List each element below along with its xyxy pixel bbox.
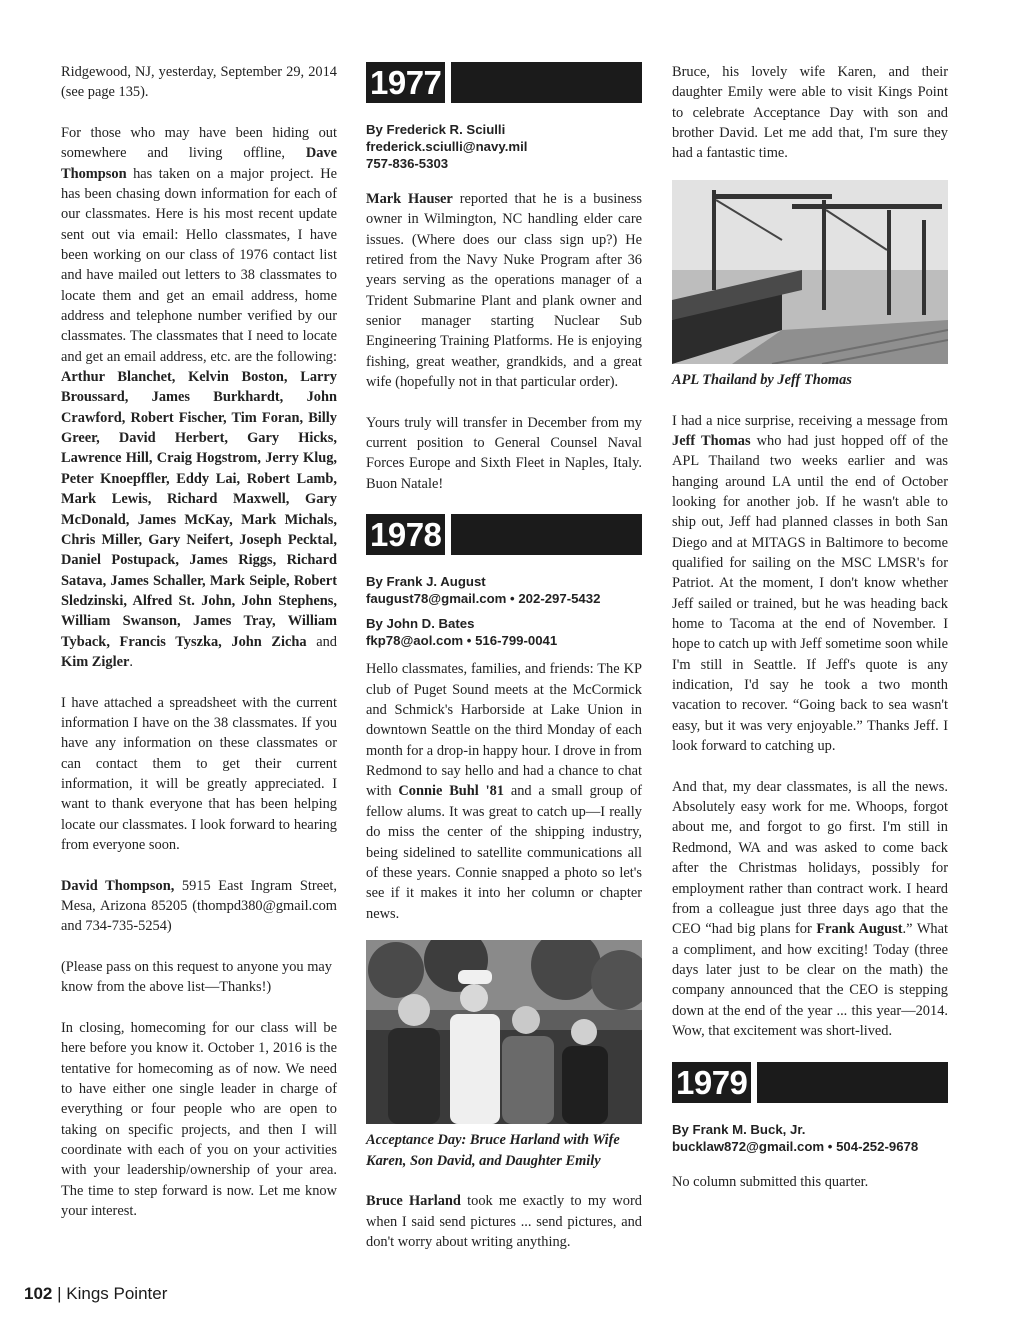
photo-apl-thailand bbox=[672, 180, 948, 364]
year-label: 1977 bbox=[366, 62, 445, 103]
class-year-header-1978 bbox=[366, 514, 642, 555]
text: .” What a compliment, and how exciting! Today (three days later just to be clear on the math) the company announced that the CEO is stepping down at the end of the year ... this year—2014. Wow, that excitement was short-lived. bbox=[672, 921, 948, 1039]
paragraph bbox=[672, 411, 948, 757]
name-david-thompson: David Thompson, bbox=[61, 877, 175, 894]
author-contact: fkp78@aol.com • 516-799-0041 bbox=[366, 633, 558, 649]
text: took me exactly to my word when I said send pictures ... send pictures, and don't worry about writing anything. bbox=[366, 1193, 642, 1250]
author-contact: bucklaw872@gmail.com • 504-252-9678 bbox=[672, 1138, 919, 1154]
paragraph: Bruce, his lovely wife Karen, and their daughter Emily were able to visit Kings Point to celebrate Acceptance Day with son and brother David. Let me add that, I'm sure they had a fantastic time. bbox=[672, 64, 948, 162]
paragraph: No column submitted this quarter. bbox=[672, 1173, 869, 1190]
paragraph: I have attached a spreadsheet with the current information I have on the 38 classmates. If you have any information on these classmates or can contact them to get their current information, it will be greatly appreciated. I want to thank everyone that has been helping locate our classmates. I look forward to hearing from everyone soon. bbox=[61, 694, 337, 853]
classmates-list: Arthur Blanchet, Kelvin Boston, Larry Broussard, James Burkhardt, John Crawford, Robert Fischer, Tim Foran, Billy Greer, David Herbert, Gary Hicks, Lawrence Hill, Craig Hogstrom, Jerry Klug, Peter Knoepffler, Eddy Lai, Robert Lamb, Mark Lewis, Richard Maxwell, Gary McDonald, James McKay, Mark Michals, Chris Miller, Gary Neifert, Joseph Pecktal, Daniel Postupack, James Riggs, Richard Satava, James Schaller, Mark Seiple, Robert Sledzinski, Alfred St. John, John Stephens, William Swanson, James Tray, William Tyback, Francis Tyszka, John Zicha bbox=[61, 369, 337, 650]
group-photo-image bbox=[366, 940, 642, 1124]
year-label: 1978 bbox=[366, 514, 445, 555]
text: 5915 East Ingram Street, Mesa, Arizona 85205 (thompd380@gmail.com and 734-735-5254) bbox=[61, 877, 337, 935]
name-connie-buhl: Connie Buhl '81 bbox=[398, 783, 505, 800]
name-jeff-thomas: Jeff Thomas bbox=[672, 433, 751, 449]
byline-1978-bates bbox=[366, 615, 642, 649]
class-year-header-1977 bbox=[366, 62, 642, 103]
author-name: By Frank M. Buck, Jr. bbox=[672, 1121, 806, 1137]
text: Hello classmates, families, and friends: The KP club of Puget Sound meets at the McCormick and Schmick's Harborside at Lake Union in downtown Seattle on the third Monday of each month for a drop-in happy hour. I drove in from Redmond to say hello and had a chance to chat with bbox=[366, 661, 642, 800]
column-2 bbox=[366, 62, 642, 1272]
name-bruce-harland: Bruce Harland bbox=[366, 1193, 461, 1210]
text: . bbox=[129, 653, 133, 670]
paragraph bbox=[672, 777, 948, 1041]
column-3 bbox=[672, 62, 948, 1212]
paragraph: Ridgewood, NJ, yesterday, September 29, 2014 (see page 135). bbox=[61, 64, 337, 101]
author-name: By Frederick R. Sciulli bbox=[366, 122, 506, 137]
author-contact: faugust78@gmail.com • 202-297-5432 bbox=[366, 591, 601, 607]
paragraph-contact bbox=[61, 876, 337, 937]
photo-caption: Acceptance Day: Bruce Harland with Wife Karen, Son David, and Daughter Emily bbox=[366, 1132, 620, 1169]
text: reported that he is a business owner in Wilmington, NC handling elder care issues. (Where does our class sign up?) He retired from the Navy Nuke Program after 36 years serving as the operations manager of a Trident Submarine Plant and plank owner and senior manager starting Nuclear Sub Engineering Training Platforms. He is enjoying fishing, great weather, grandkids, and a great wife (hopefully not in that particular order). bbox=[366, 191, 642, 391]
name-frank-august: Frank August bbox=[816, 921, 903, 938]
author-name: By Frank J. August bbox=[366, 574, 486, 590]
column-1 bbox=[61, 62, 337, 1242]
publication-title: Kings Pointer bbox=[66, 1284, 168, 1303]
text: has taken on a major project. He has been chasing down information for each of our classmates. Here is his most recent update sent out via email: Hello classmates, I have been working on our class of 1976 contact list and have mailed out letters to 38 classmates to locate them and get an email address, home address and telephone number verified by our classmates. The classmates that I need to locate and get an email address, etc. are the following: bbox=[61, 165, 337, 365]
footer-separator: | bbox=[52, 1284, 67, 1303]
text: and a small group of fellow alums. It was great to catch up—I really do miss the center of the shipping industry, being sidelined to satellite communications all of these years. Connie snapped a photo so let's see if it makes it into her column or chapter news. bbox=[366, 783, 642, 922]
paragraph-thompson-project bbox=[61, 123, 337, 672]
byline-1979 bbox=[672, 1121, 948, 1155]
page-footer bbox=[24, 1284, 167, 1304]
author-email[interactable]: frederick.sciulli@navy.mil bbox=[366, 139, 528, 154]
byline-1977 bbox=[366, 121, 642, 172]
paragraph: In closing, homecoming for our class will be here before you know it. October 1, 2016 is the tentative for homecoming as of now. We need to have either one single leader in charge of everything or four people who are open to taking on specific projects, and then I will coordinate with each of you on your activities with your leadership/ownership of your area. The time to step forward is now. Let me know your interest. bbox=[61, 1019, 337, 1220]
ship-photo-image bbox=[672, 180, 948, 364]
text: For those who may have been hiding out somewhere and living offline, bbox=[61, 124, 337, 162]
class-year-header-1979 bbox=[672, 1062, 948, 1103]
name-dave-thompson: Dave Thompson bbox=[61, 145, 337, 182]
author-phone: 757-836-5303 bbox=[366, 156, 449, 171]
byline-1978-august bbox=[366, 573, 642, 607]
text: I had a nice surprise, receiving a message from bbox=[672, 412, 948, 429]
photo-acceptance-day bbox=[366, 940, 642, 1124]
paragraph: (Please pass on this request to anyone you may know from the above list—Thanks!) bbox=[61, 958, 332, 996]
name-kim-zigler: Kim Zigler bbox=[61, 653, 130, 670]
year-label: 1979 bbox=[672, 1062, 751, 1103]
page-number: 102 bbox=[24, 1284, 53, 1303]
text: And that, my dear classmates, is all the news. Absolutely easy work for me. Whoops, forgot about me, and forgot to go first. I'm still in Redmond, WA and was asked to come back after the Christmas holidays, possibly for employment rather than contract work. I heard from a colleague just three days ago that the CEO “had big plans for bbox=[672, 778, 948, 938]
paragraph: Yours truly will transfer in December from my current position to General Counsel Naval Forces Europe and Sixth Fleet in Naples, Italy. Buon Natale! bbox=[366, 414, 642, 492]
paragraph bbox=[366, 1191, 642, 1252]
text: and bbox=[306, 633, 337, 650]
name-mark-hauser: Mark Hauser bbox=[366, 191, 453, 207]
paragraph bbox=[366, 659, 642, 923]
photo-caption: APL Thailand by Jeff Thomas bbox=[672, 372, 852, 389]
text: who had just hopped off of the APL Thailand two weeks earlier and was hanging around LA until the end of October looking for another job. If he wasn't able to ship out, Jeff had planned classes in both San Diego and at MITAGS in Baltimore to become qualified for sailing on the MSC LMSR's for Patriot. At the moment, I don't know whether Jeff sailed or trained, but he was heading back home to Tacoma at the end of November. I hope to catch up with Jeff sometime soon while I'm still in Seattle. If Jeff's quote is any indication, I'd say he took a two month vacation to recover. “Going back to sea wasn't easy, but it was very enjoyable.” Thanks Jeff. I look forward to catching up. bbox=[672, 433, 948, 755]
paragraph bbox=[366, 189, 642, 392]
author-name: By John D. Bates bbox=[366, 616, 475, 632]
